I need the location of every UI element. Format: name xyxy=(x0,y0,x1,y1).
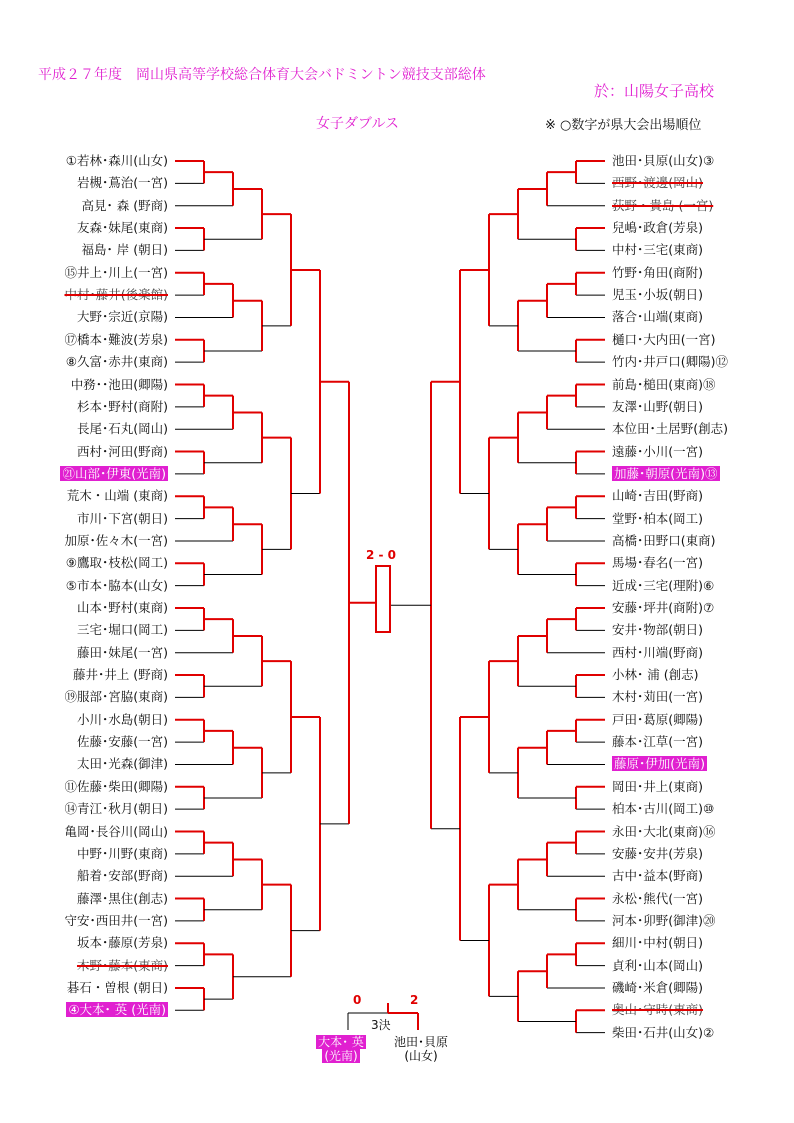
left-entry-label: ⑧久富･赤井(東商) xyxy=(65,354,168,370)
left-entry xyxy=(77,958,168,974)
left-entry xyxy=(71,377,168,393)
left-entry xyxy=(77,712,168,728)
left-entry xyxy=(77,175,168,191)
left-entry-label: 荒木・山端 (東商) xyxy=(66,488,168,504)
right-entry xyxy=(612,824,716,840)
left-entry xyxy=(67,980,168,996)
left-entry-label: 中村･藤井(後楽館) xyxy=(64,287,168,303)
right-entry-label: 本位田･土居野(創志) xyxy=(612,421,729,437)
left-entry xyxy=(66,1002,168,1018)
right-entry-label: 樋口･大内田(一宮) xyxy=(612,331,716,347)
right-entry-label: 小林･ 浦 (創志) xyxy=(612,667,699,683)
right-entry xyxy=(612,421,728,437)
right-entry xyxy=(612,801,714,817)
right-entry-label: 荻野・貴島 (一宮) xyxy=(612,197,714,213)
final-match-box xyxy=(376,566,390,632)
right-entry xyxy=(612,846,703,862)
right-entry xyxy=(612,377,716,393)
right-entry-label: 柴田･石井(山女)② xyxy=(612,1024,715,1040)
left-entry-label: ⑲服部･宮脇(東商) xyxy=(64,689,168,705)
left-entry-label: 山本･野村(東商) xyxy=(76,600,168,615)
left-entry-label: 坂本･藤原(芳泉) xyxy=(76,935,168,951)
left-entry-label: 亀岡･長谷川(岡山) xyxy=(64,823,168,839)
right-entry xyxy=(612,913,716,929)
third-place-right-score: 2 xyxy=(410,993,419,1007)
right-entry xyxy=(612,891,703,907)
right-entry-label: 前島･槌田(東商)⑱ xyxy=(612,376,716,392)
left-entry xyxy=(77,399,168,415)
right-entry-label: 児玉･小坂(朝日) xyxy=(612,287,704,303)
left-entry-label: 高見･ 森 (野商) xyxy=(81,197,168,213)
left-entry-label: 福島･ 岸 (朝日) xyxy=(81,242,168,258)
right-entry-label: 木村･苅田(一宮) xyxy=(612,689,704,705)
left-entry xyxy=(64,824,168,840)
left-entry xyxy=(73,667,168,683)
right-entry xyxy=(612,198,713,214)
left-entry xyxy=(77,846,168,862)
left-entry-label: 佐藤･安藤(一宮) xyxy=(76,734,168,750)
right-entry xyxy=(612,779,703,795)
right-entry-label: 安井･物部(朝日) xyxy=(612,622,704,638)
right-entry xyxy=(612,399,703,415)
venue-label: 於：山陽女子高校 xyxy=(594,82,715,100)
right-entry xyxy=(612,332,716,348)
right-entry-label: 河本･卯野(御津)⑳ xyxy=(612,912,716,928)
left-entry-label: 中務･･池田(卿陽) xyxy=(70,376,168,392)
right-entry-label: 永松･熊代(一宮) xyxy=(612,890,704,906)
right-entry xyxy=(612,309,703,325)
left-entry-label: 木野･藤本(東商) xyxy=(76,957,168,973)
left-entry-label: 西村･河田(野商) xyxy=(76,443,168,459)
left-entry xyxy=(64,287,168,303)
right-entry xyxy=(612,555,703,571)
right-entry xyxy=(612,153,714,169)
right-entry xyxy=(612,466,720,482)
right-entry xyxy=(612,868,703,884)
left-entry xyxy=(77,511,168,527)
right-entry xyxy=(612,1002,703,1018)
third-place-left-team-line1: 大本･ 英 xyxy=(318,1035,364,1049)
left-entry-label: 杉本･野村(商附) xyxy=(76,398,168,414)
left-entry-label: 市川･下宮(朝日) xyxy=(76,510,168,526)
right-entry-label: 友澤･山野(朝日) xyxy=(612,398,704,414)
right-entry-label: 安藤･安井(芳泉) xyxy=(612,845,704,861)
right-entry-label: 馬場･春名(一宮) xyxy=(612,555,704,571)
right-entry-label: 兒嶋･政倉(芳泉) xyxy=(612,220,704,236)
left-entry xyxy=(77,622,168,638)
left-entry xyxy=(77,645,168,661)
left-entry xyxy=(64,779,168,795)
right-entry-label: 西野･渡邊(岡山) xyxy=(612,175,704,191)
right-entry-label: 竹内･井戸口(卿陽)⑫ xyxy=(612,354,729,370)
left-entry xyxy=(64,533,168,549)
third-place-right-team-line2: (山女) xyxy=(404,1049,438,1063)
right-entry-label: 池田･貝原(山女)③ xyxy=(612,153,715,168)
left-entry-label: 長尾･石丸(岡山) xyxy=(76,421,168,437)
left-entry-label: 藤井･井上 (野商) xyxy=(73,667,168,683)
right-entry xyxy=(612,175,703,191)
right-entry-label: 古中･益本(野商) xyxy=(612,868,704,884)
left-entry xyxy=(77,734,168,750)
right-entry-label: 落合･山端(東商) xyxy=(612,309,704,325)
left-entry xyxy=(66,354,168,370)
right-entry-label: 細川･中村(朝日) xyxy=(612,935,704,951)
left-entry-label: ④大本･ 英 (光南) xyxy=(68,1002,166,1018)
right-entry xyxy=(612,287,703,303)
right-entry-label: 西村･川端(野商) xyxy=(612,644,704,660)
right-entry-label: 藤本･江草(一宮) xyxy=(612,734,704,750)
left-entry-label: ⑭青江･秋月(朝日) xyxy=(64,801,168,817)
left-entry xyxy=(67,488,168,504)
right-entry xyxy=(612,600,714,616)
left-entry-label: 友森･妹尾(東商) xyxy=(76,220,168,236)
right-entry-label: 高橋･田野口(東商) xyxy=(612,532,716,548)
third-place-left-score: 0 xyxy=(353,993,362,1007)
left-entry-label: 小川･水島(朝日) xyxy=(76,711,168,727)
right-entry xyxy=(612,734,703,750)
right-entry xyxy=(612,935,703,951)
right-entry-label: 堂野･柏本(岡工) xyxy=(612,510,704,526)
left-entry xyxy=(77,756,168,772)
right-entry xyxy=(612,667,698,683)
final-score: 2 - 0 xyxy=(366,548,397,562)
left-entry xyxy=(66,153,168,169)
left-entry-label: ⑤市本･脇本(山女) xyxy=(65,577,168,593)
left-entry-label: ⑮井上･川上(一宮) xyxy=(64,264,168,280)
page-title: 平成２７年度 岡山県高等学校総合体育大会バドミントン競技支部総体 xyxy=(38,67,486,83)
left-entry-label: 岩槻･蔦治(一宮) xyxy=(76,175,168,191)
left-entry xyxy=(82,198,168,214)
right-entry-label: 中村･三宅(東商) xyxy=(612,242,704,258)
left-entry-label: 船着･安部(野商) xyxy=(76,868,168,884)
left-entry-label: 三宅･堀口(岡工) xyxy=(76,622,168,638)
right-entry-label: 加藤･朝原(光南)⑬ xyxy=(614,465,718,481)
left-entry-label: 碁石・曽根 (朝日) xyxy=(66,979,168,995)
left-entry-label: 太田･光森(御津) xyxy=(76,756,168,772)
left-entry-label: 藤田･妹尾(一宮) xyxy=(76,644,168,660)
left-entry-label: ⑰橋本･難波(芳泉) xyxy=(64,331,168,347)
right-entry-label: 安藤･坪井(商附)⑦ xyxy=(612,600,715,615)
right-entry xyxy=(612,265,703,281)
left-entry xyxy=(64,265,168,281)
left-entry xyxy=(64,801,168,817)
right-entry xyxy=(612,689,703,705)
left-entry xyxy=(66,555,168,571)
right-entry-label: 近成･三宅(理附)⑥ xyxy=(612,577,715,593)
right-entry xyxy=(612,756,707,772)
right-entry xyxy=(612,488,703,504)
left-entry-label: 守安･西田井(一宮) xyxy=(64,912,168,928)
third-place-right-team xyxy=(386,1035,456,1063)
left-entry xyxy=(77,891,168,907)
right-entry-label: 戸田･葛原(卿陽) xyxy=(612,711,704,727)
right-entry-label: 藤原･伊加(光南) xyxy=(614,756,706,772)
right-entry-label: 奥山･守時(東商) xyxy=(612,1002,704,1018)
left-entry xyxy=(60,466,168,482)
right-entry xyxy=(612,980,703,996)
right-entry xyxy=(612,622,703,638)
right-entry xyxy=(612,712,703,728)
right-entry xyxy=(612,1025,714,1041)
left-entry-label: 中野･川野(東商) xyxy=(76,845,168,861)
left-entry-label: ㉑山部･伊東(光南) xyxy=(62,465,166,481)
event-title: 女子ダブルス xyxy=(316,116,400,132)
right-entry-label: 貞利･山本(岡山) xyxy=(612,957,704,973)
right-entry xyxy=(612,533,716,549)
left-entry-label: 藤澤･黒住(創志) xyxy=(76,890,168,906)
left-entry-label: 加原･佐々木(一宮) xyxy=(64,532,168,548)
right-entry-label: 永田･大北(東商)⑯ xyxy=(612,823,716,839)
third-place-left-team-line2: (光南) xyxy=(324,1049,358,1063)
left-entry xyxy=(77,309,168,325)
third-place-label: 3決 xyxy=(371,1018,391,1032)
right-entry-label: 柏本･古川(岡工)⑩ xyxy=(612,801,715,817)
right-entry-label: 磯崎･米倉(卿陽) xyxy=(612,979,704,995)
right-entry xyxy=(612,354,728,370)
right-entry-label: 竹野･角田(商附) xyxy=(612,264,704,280)
right-entry xyxy=(612,242,703,258)
left-entry xyxy=(82,242,168,258)
third-place-left-team xyxy=(311,1035,371,1063)
right-entry-label: 山崎･吉田(野商) xyxy=(612,488,704,504)
right-entry xyxy=(612,958,703,974)
right-entry xyxy=(612,444,703,460)
left-entry xyxy=(64,689,168,705)
third-place-right-team-line1: 池田･貝原 xyxy=(393,1035,448,1049)
left-entry xyxy=(77,220,168,236)
left-entry-label: 大野･宗近(京陽) xyxy=(76,309,168,325)
right-entry xyxy=(612,511,703,527)
left-entry xyxy=(77,444,168,460)
left-entry xyxy=(77,421,168,437)
legend-note: ※ ○数字が県大会出場順位 xyxy=(545,118,702,133)
left-entry xyxy=(77,935,168,951)
left-entry xyxy=(64,332,168,348)
right-entry xyxy=(612,645,703,661)
right-entry-label: 遠藤･小川(一宮) xyxy=(612,443,704,459)
left-entry xyxy=(77,868,168,884)
left-entry xyxy=(66,578,168,594)
right-entry-label: 岡田･井上(東商) xyxy=(612,778,704,794)
left-entry xyxy=(64,913,168,929)
right-entry xyxy=(612,220,703,236)
left-entry-label: ⑪佐藤･柴田(卿陽) xyxy=(64,778,168,794)
right-entry xyxy=(612,578,714,594)
left-entry xyxy=(77,600,168,616)
left-entry-label: ⑨鷹取･枝松(岡工) xyxy=(65,555,168,571)
left-entry-label: ①若林･森川(山女) xyxy=(65,153,168,168)
